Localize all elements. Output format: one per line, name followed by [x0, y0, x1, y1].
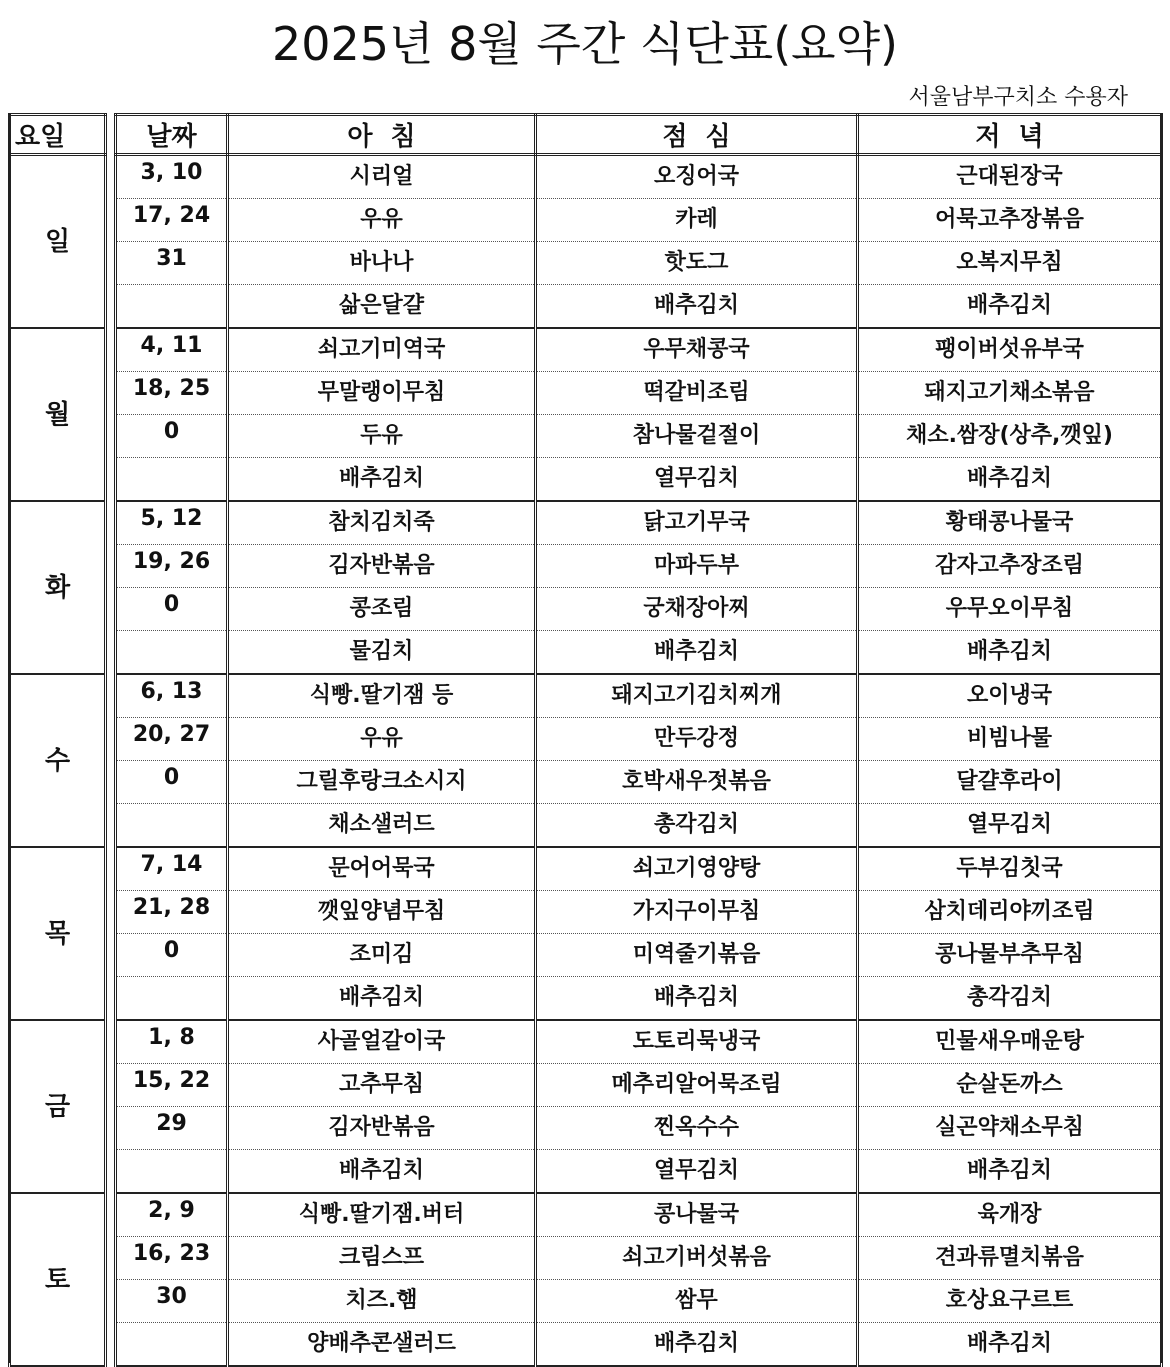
lunch-cell: 돼지고기김치찌개	[536, 674, 858, 718]
gap-cell	[106, 847, 116, 891]
date-cell: 1, 8	[116, 1020, 228, 1064]
dinner-cell: 삼치데리야끼조림	[858, 891, 1162, 934]
gap-cell	[106, 718, 116, 761]
table-row	[10, 718, 1162, 761]
lunch-cell: 도토리묵냉국	[536, 1020, 858, 1064]
lunch-cell: 핫도그	[536, 242, 858, 285]
table-row	[10, 545, 1162, 588]
header-date: 날짜	[116, 115, 228, 155]
lunch-cell: 쌈무	[536, 1280, 858, 1323]
gap-cell	[106, 1064, 116, 1107]
date-cell: 6, 13	[116, 674, 228, 718]
table-row	[10, 847, 1162, 891]
day-cell: 월	[10, 328, 106, 501]
lunch-cell: 참나물겉절이	[536, 415, 858, 458]
day-cell: 수	[10, 674, 106, 847]
breakfast-cell: 채소샐러드	[228, 804, 536, 848]
dinner-cell: 콩나물부추무침	[858, 934, 1162, 977]
lunch-cell: 궁채장아찌	[536, 588, 858, 631]
gap-cell	[106, 242, 116, 285]
table-row	[10, 1020, 1162, 1064]
breakfast-cell: 우유	[228, 199, 536, 242]
gap-cell	[106, 934, 116, 977]
dinner-cell: 두부김칫국	[858, 847, 1162, 891]
lunch-cell: 쇠고기영양탕	[536, 847, 858, 891]
lunch-cell: 총각김치	[536, 804, 858, 848]
gap-cell	[106, 545, 116, 588]
lunch-cell: 메추리알어묵조림	[536, 1064, 858, 1107]
dinner-cell: 우무오이무침	[858, 588, 1162, 631]
table-row	[10, 977, 1162, 1021]
date-cell: 18, 25	[116, 372, 228, 415]
dinner-cell: 비빔나물	[858, 718, 1162, 761]
date-cell: 21, 28	[116, 891, 228, 934]
date-cell: 30	[116, 1280, 228, 1323]
table-row	[10, 1237, 1162, 1280]
dinner-cell: 근대된장국	[858, 155, 1162, 199]
date-cell	[116, 977, 228, 1021]
lunch-cell: 배추김치	[536, 1323, 858, 1367]
date-cell: 31	[116, 242, 228, 285]
dinner-cell: 배추김치	[858, 631, 1162, 675]
gap-cell	[106, 977, 116, 1021]
lunch-cell: 콩나물국	[536, 1193, 858, 1237]
table-row	[10, 588, 1162, 631]
gap-cell	[106, 199, 116, 242]
lunch-cell: 우무채콩국	[536, 328, 858, 372]
table-row	[10, 285, 1162, 329]
lunch-cell: 오징어국	[536, 155, 858, 199]
gap-cell	[106, 155, 116, 199]
breakfast-cell: 깻잎양념무침	[228, 891, 536, 934]
breakfast-cell: 김자반볶음	[228, 545, 536, 588]
date-cell	[116, 1150, 228, 1194]
dinner-cell: 총각김치	[858, 977, 1162, 1021]
dinner-cell: 팽이버섯유부국	[858, 328, 1162, 372]
breakfast-cell: 배추김치	[228, 977, 536, 1021]
lunch-cell: 쇠고기버섯볶음	[536, 1237, 858, 1280]
day-cell: 금	[10, 1020, 106, 1193]
breakfast-cell: 삶은달걀	[228, 285, 536, 329]
menu-body	[10, 155, 1162, 1367]
gap-cell	[106, 1193, 116, 1237]
breakfast-cell: 그릴후랑크소시지	[228, 761, 536, 804]
dinner-cell: 열무김치	[858, 804, 1162, 848]
header-gap	[106, 115, 116, 155]
date-cell: 4, 11	[116, 328, 228, 372]
date-cell: 19, 26	[116, 545, 228, 588]
breakfast-cell: 물김치	[228, 631, 536, 675]
breakfast-cell: 김자반볶음	[228, 1107, 536, 1150]
lunch-cell: 배추김치	[536, 285, 858, 329]
lunch-cell: 열무김치	[536, 458, 858, 502]
table-row	[10, 242, 1162, 285]
day-cell: 목	[10, 847, 106, 1020]
gap-cell	[106, 1107, 116, 1150]
table-row	[10, 1193, 1162, 1237]
gap-cell	[106, 285, 116, 329]
lunch-cell: 찐옥수수	[536, 1107, 858, 1150]
dinner-cell: 배추김치	[858, 458, 1162, 502]
dinner-cell: 채소.쌈장(상추,깻잎)	[858, 415, 1162, 458]
gap-cell	[106, 891, 116, 934]
dinner-cell: 배추김치	[858, 285, 1162, 329]
lunch-cell: 미역줄기볶음	[536, 934, 858, 977]
date-cell: 0	[116, 415, 228, 458]
table-row	[10, 631, 1162, 675]
date-cell	[116, 631, 228, 675]
dinner-cell: 배추김치	[858, 1150, 1162, 1194]
table-row	[10, 761, 1162, 804]
gap-cell	[106, 1323, 116, 1367]
breakfast-cell: 크림스프	[228, 1237, 536, 1280]
lunch-cell: 호박새우젓볶음	[536, 761, 858, 804]
date-cell	[116, 285, 228, 329]
gap-cell	[106, 415, 116, 458]
date-cell: 5, 12	[116, 501, 228, 545]
table-row	[10, 1064, 1162, 1107]
lunch-cell: 가지구이무침	[536, 891, 858, 934]
breakfast-cell: 배추김치	[228, 1150, 536, 1194]
gap-cell	[106, 328, 116, 372]
breakfast-cell: 두유	[228, 415, 536, 458]
gap-cell	[106, 458, 116, 502]
date-cell: 20, 27	[116, 718, 228, 761]
table-row	[10, 415, 1162, 458]
gap-cell	[106, 1150, 116, 1194]
dinner-cell: 민물새우매운탕	[858, 1020, 1162, 1064]
table-row	[10, 501, 1162, 545]
breakfast-cell: 바나나	[228, 242, 536, 285]
breakfast-cell: 고추무침	[228, 1064, 536, 1107]
breakfast-cell: 문어어묵국	[228, 847, 536, 891]
lunch-cell: 배추김치	[536, 631, 858, 675]
page-title: 2025년 8월 주간 식단표(요약)	[271, 17, 899, 71]
date-cell: 0	[116, 588, 228, 631]
table-row	[10, 1107, 1162, 1150]
header-breakfast: 아 침	[228, 115, 536, 155]
lunch-cell: 마파두부	[536, 545, 858, 588]
gap-cell	[106, 1020, 116, 1064]
table-row	[10, 155, 1162, 199]
lunch-cell: 만두강정	[536, 718, 858, 761]
breakfast-cell: 사골얼갈이국	[228, 1020, 536, 1064]
date-cell: 0	[116, 934, 228, 977]
page-subtitle: 서울남부구치소 수용자	[908, 85, 1128, 110]
gap-cell	[106, 372, 116, 415]
dinner-cell: 황태콩나물국	[858, 501, 1162, 545]
gap-cell	[106, 588, 116, 631]
dinner-cell: 오복지무침	[858, 242, 1162, 285]
breakfast-cell: 식빵.딸기잼 등	[228, 674, 536, 718]
table-row	[10, 1150, 1162, 1194]
lunch-cell: 배추김치	[536, 977, 858, 1021]
dinner-cell: 순살돈까스	[858, 1064, 1162, 1107]
header-lunch: 점 심	[536, 115, 858, 155]
date-cell	[116, 804, 228, 848]
header-dinner: 저 녁	[858, 115, 1162, 155]
breakfast-cell: 배추김치	[228, 458, 536, 502]
table-row	[10, 199, 1162, 242]
dinner-cell: 실곤약채소무침	[858, 1107, 1162, 1150]
table-row	[10, 458, 1162, 502]
breakfast-cell: 치즈.햄	[228, 1280, 536, 1323]
gap-cell	[106, 674, 116, 718]
lunch-cell: 닭고기무국	[536, 501, 858, 545]
dinner-cell: 호상요구르트	[858, 1280, 1162, 1323]
day-cell: 토	[10, 1193, 106, 1366]
breakfast-cell: 식빵.딸기잼.버터	[228, 1193, 536, 1237]
date-cell: 0	[116, 761, 228, 804]
lunch-cell: 카레	[536, 199, 858, 242]
breakfast-cell: 콩조림	[228, 588, 536, 631]
breakfast-cell: 무말랭이무침	[228, 372, 536, 415]
table-row	[10, 372, 1162, 415]
dinner-cell: 감자고추장조림	[858, 545, 1162, 588]
date-cell: 16, 23	[116, 1237, 228, 1280]
breakfast-cell: 조미김	[228, 934, 536, 977]
header-day: 요일	[10, 115, 106, 155]
gap-cell	[106, 631, 116, 675]
dinner-cell: 돼지고기채소볶음	[858, 372, 1162, 415]
breakfast-cell: 쇠고기미역국	[228, 328, 536, 372]
menu-table	[8, 113, 1163, 1367]
table-row	[10, 804, 1162, 848]
table-row	[10, 328, 1162, 372]
day-cell: 화	[10, 501, 106, 674]
table-row	[10, 674, 1162, 718]
gap-cell	[106, 761, 116, 804]
breakfast-cell: 우유	[228, 718, 536, 761]
breakfast-cell: 양배추콘샐러드	[228, 1323, 536, 1367]
date-cell	[116, 1323, 228, 1367]
date-cell: 2, 9	[116, 1193, 228, 1237]
dinner-cell: 오이냉국	[858, 674, 1162, 718]
date-cell: 29	[116, 1107, 228, 1150]
date-cell: 15, 22	[116, 1064, 228, 1107]
gap-cell	[106, 501, 116, 545]
breakfast-cell: 참치김치죽	[228, 501, 536, 545]
gap-cell	[106, 1237, 116, 1280]
dinner-cell: 육개장	[858, 1193, 1162, 1237]
dinner-cell: 어묵고추장볶음	[858, 199, 1162, 242]
table-row	[10, 891, 1162, 934]
gap-cell	[106, 1280, 116, 1323]
dinner-cell: 배추김치	[858, 1323, 1162, 1367]
date-cell: 7, 14	[116, 847, 228, 891]
header-row	[10, 115, 1162, 155]
table-row	[10, 1280, 1162, 1323]
dinner-cell: 견과류멸치볶음	[858, 1237, 1162, 1280]
lunch-cell: 열무김치	[536, 1150, 858, 1194]
table-row	[10, 1323, 1162, 1367]
day-cell: 일	[10, 155, 106, 329]
lunch-cell: 떡갈비조림	[536, 372, 858, 415]
date-cell	[116, 458, 228, 502]
date-cell: 3, 10	[116, 155, 228, 199]
date-cell: 17, 24	[116, 199, 228, 242]
gap-cell	[106, 804, 116, 848]
table-row	[10, 934, 1162, 977]
breakfast-cell: 시리얼	[228, 155, 536, 199]
dinner-cell: 달걀후라이	[858, 761, 1162, 804]
